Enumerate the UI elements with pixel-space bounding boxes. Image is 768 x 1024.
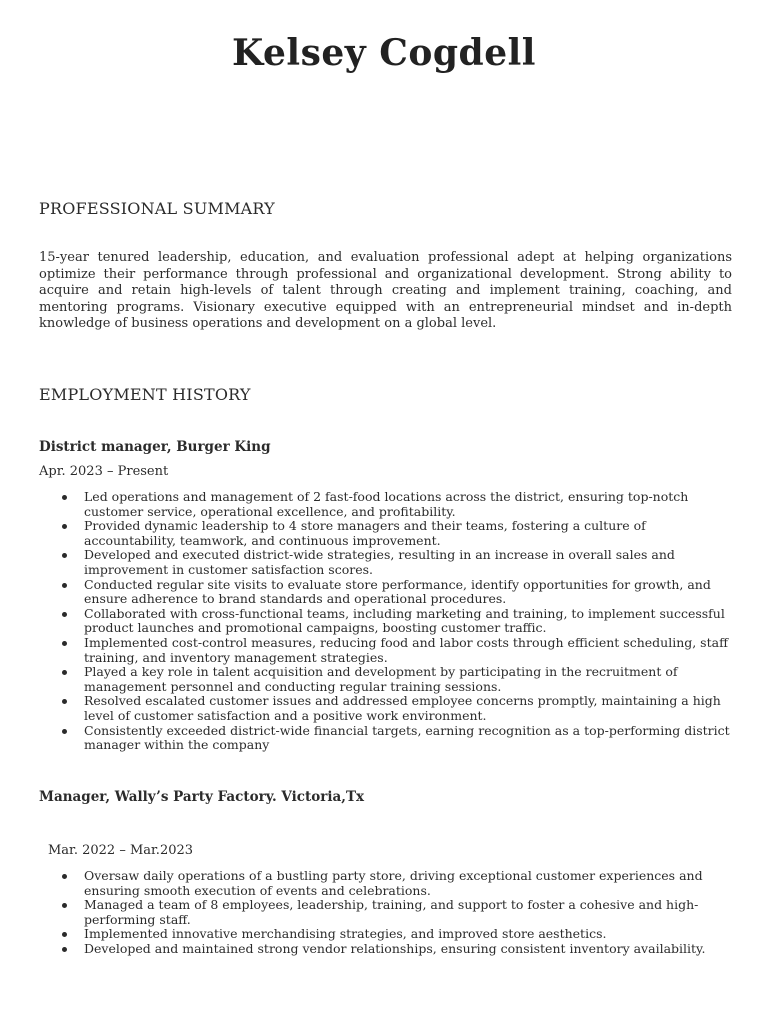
list-item: Collaborated with cross-functional teams, including marketing and training, to implement successful product launches and promotional campaigns, boosting customer traffic.	[84, 607, 739, 636]
candidate-name: Kelsey Cogdell	[232, 32, 536, 74]
job-title: District manager, Burger King	[39, 439, 271, 455]
list-item: Implemented innovative merchandising strategies, and improved store aesthetics.	[84, 927, 739, 942]
list-item: Led operations and management of 2 fast-food locations across the district, ensuring top-notch customer service, operational excellence, and profitability.	[84, 490, 739, 519]
list-item: Played a key role in talent acquisition and development by participating in the recruitment of management personnel and conducting regular training sessions.	[84, 665, 739, 694]
list-item: Developed and maintained strong vendor relationships, ensuring consistent inventory availability.	[84, 942, 739, 957]
list-item: Implemented cost-control measures, reducing food and labor costs through efficient scheduling, staff training, and inventory management strategies.	[84, 636, 739, 665]
list-item: Provided dynamic leadership to 4 store managers and their teams, fostering a culture of accountability, teamwork, and continuous improvement.	[84, 519, 739, 548]
list-item: Managed a team of 8 employees, leadership, training, and support to foster a cohesive and high-performing staff.	[84, 898, 739, 927]
list-item: Oversaw daily operations of a bustling party store, driving exceptional customer experiences and ensuring smooth execution of events and celebrations.	[84, 869, 739, 898]
list-item: Conducted regular site visits to evaluate store performance, identify opportunities for growth, and ensure adherence to brand standards and operational procedures.	[84, 578, 739, 607]
job-dates: Mar. 2022 – Mar.2023	[48, 843, 194, 858]
list-item: Resolved escalated customer issues and addressed employee concerns promptly, maintaining a high level of customer satisfaction and a positive work environment.	[84, 694, 739, 723]
job-dates: Apr. 2023 – Present	[39, 464, 169, 479]
list-item: Consistently exceeded district-wide financial targets, earning recognition as a top-performing district manager within the company	[84, 724, 739, 753]
professional-summary-heading: PROFESSIONAL SUMMARY	[39, 199, 275, 218]
list-item: Developed and executed district-wide strategies, resulting in an increase in overall sales and improvement in customer satisfaction scores.	[84, 548, 739, 577]
employment-history-heading: EMPLOYMENT HISTORY	[39, 385, 251, 404]
job-responsibilities-list	[39, 869, 739, 957]
job-title: Manager, Wally’s Party Factory. Victoria,Tx	[39, 789, 365, 805]
professional-summary-text: 15-year tenured leadership, education, and evaluation professional adept at helping organizations optimize their performance through professional and organizational development. Strong ability to acquire and retain high-levels of talent through creating and implement training, coaching, and mentoring programs. Visionary executive equipped with an entrepreneurial mindset and in-depth knowledge of business operations and development on a global level.	[39, 250, 732, 332]
job-responsibilities-list	[39, 490, 739, 753]
